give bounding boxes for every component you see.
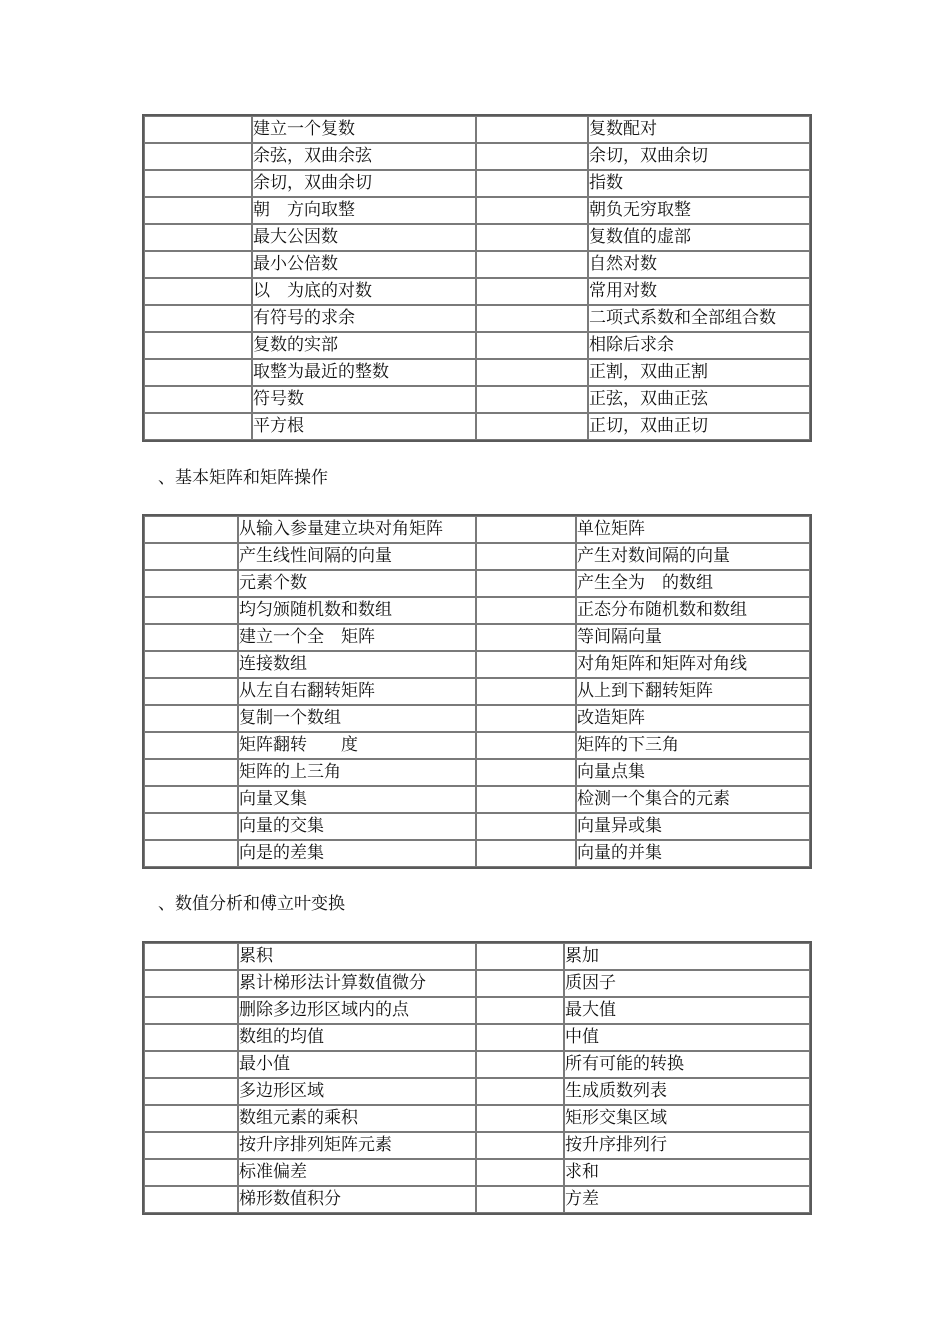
- description-cell: 等间隔向量: [576, 624, 810, 651]
- function-name-cell: [144, 359, 252, 386]
- function-name-cell: [476, 386, 588, 413]
- function-name-cell: [476, 997, 564, 1024]
- function-name-cell: [476, 516, 576, 543]
- description-cell: 自然对数: [588, 251, 810, 278]
- table-row: [144, 705, 810, 732]
- description-cell: 指数: [588, 170, 810, 197]
- description-cell: 向量点集: [576, 759, 810, 786]
- description-cell: 有符号的求余: [252, 305, 476, 332]
- description-cell: 向量的交集: [238, 813, 476, 840]
- table-row: [144, 943, 810, 970]
- section-heading-matrix: 、基本矩阵和矩阵操作: [158, 468, 328, 488]
- description-cell: 改造矩阵: [576, 705, 810, 732]
- description-cell: 单位矩阵: [576, 516, 810, 543]
- description-cell: 数组元素的乘积: [238, 1105, 476, 1132]
- table-row: [144, 678, 810, 705]
- description-cell: 向量叉集: [238, 786, 476, 813]
- function-name-cell: [476, 143, 588, 170]
- description-cell: 产生全为 的数组: [576, 570, 810, 597]
- table-row: [144, 1186, 810, 1213]
- table-row: [144, 813, 810, 840]
- function-name-cell: [144, 1132, 238, 1159]
- description-cell: 累积: [238, 943, 476, 970]
- description-cell: 从上到下翻转矩阵: [576, 678, 810, 705]
- description-cell: 产生线性间隔的向量: [238, 543, 476, 570]
- table-row: [144, 332, 810, 359]
- function-name-cell: [476, 278, 588, 305]
- function-name-cell: [144, 1078, 238, 1105]
- function-name-cell: [476, 1051, 564, 1078]
- function-name-cell: [476, 1132, 564, 1159]
- description-cell: 矩阵翻转 度: [238, 732, 476, 759]
- function-name-cell: [144, 543, 238, 570]
- description-cell: 复数值的虚部: [588, 224, 810, 251]
- function-name-cell: [144, 705, 238, 732]
- description-cell: 方差: [564, 1186, 810, 1213]
- function-name-cell: [476, 1186, 564, 1213]
- function-name-cell: [476, 543, 576, 570]
- function-name-cell: [144, 116, 252, 143]
- description-cell: 质因子: [564, 970, 810, 997]
- description-cell: 余弦，双曲余弦: [252, 143, 476, 170]
- description-cell: 标准偏差: [238, 1159, 476, 1186]
- description-cell: 向是的差集: [238, 840, 476, 867]
- description-cell: 余切，双曲余切: [252, 170, 476, 197]
- table-row: [144, 278, 810, 305]
- function-name-cell: [144, 251, 252, 278]
- function-name-cell: [476, 624, 576, 651]
- description-cell: 复制一个数组: [238, 705, 476, 732]
- description-cell: 向量的并集: [576, 840, 810, 867]
- function-name-cell: [144, 516, 238, 543]
- description-cell: 累加: [564, 943, 810, 970]
- description-cell: 符号数: [252, 386, 476, 413]
- description-cell: 从输入参量建立块对角矩阵: [238, 516, 476, 543]
- description-cell: 检测一个集合的元素: [576, 786, 810, 813]
- table-row: [144, 597, 810, 624]
- description-cell: 平方根: [252, 413, 476, 440]
- description-cell: 多边形区域: [238, 1078, 476, 1105]
- function-table-3: [142, 941, 812, 1215]
- description-cell: 删除多边形区域内的点: [238, 997, 476, 1024]
- function-name-cell: [476, 705, 576, 732]
- description-cell: 余切，双曲余切: [588, 143, 810, 170]
- function-name-cell: [144, 651, 238, 678]
- function-name-cell: [144, 813, 238, 840]
- table-row: [144, 1078, 810, 1105]
- function-name-cell: [476, 678, 576, 705]
- description-cell: 矩形交集区域: [564, 1105, 810, 1132]
- function-name-cell: [476, 1105, 564, 1132]
- function-name-cell: [144, 332, 252, 359]
- function-name-cell: [476, 197, 588, 224]
- table-row: [144, 651, 810, 678]
- table-row: [144, 997, 810, 1024]
- function-name-cell: [144, 143, 252, 170]
- function-name-cell: [144, 1105, 238, 1132]
- description-cell: 常用对数: [588, 278, 810, 305]
- function-name-cell: [144, 970, 238, 997]
- description-cell: 对角矩阵和矩阵对角线: [576, 651, 810, 678]
- description-cell: 元素个数: [238, 570, 476, 597]
- function-name-cell: [144, 170, 252, 197]
- table-row: [144, 570, 810, 597]
- description-cell: 梯形数值积分: [238, 1186, 476, 1213]
- function-name-cell: [144, 597, 238, 624]
- function-name-cell: [144, 570, 238, 597]
- description-cell: 求和: [564, 1159, 810, 1186]
- function-name-cell: [476, 570, 576, 597]
- table-row: [144, 1051, 810, 1078]
- table-row: [144, 305, 810, 332]
- description-cell: 以 为底的对数: [252, 278, 476, 305]
- function-name-cell: [476, 970, 564, 997]
- table-row: [144, 1024, 810, 1051]
- description-cell: 正切，双曲正切: [588, 413, 810, 440]
- table-row: [144, 116, 810, 143]
- function-name-cell: [476, 332, 588, 359]
- description-cell: 二项式系数和全部组合数: [588, 305, 810, 332]
- description-cell: 最小公倍数: [252, 251, 476, 278]
- function-name-cell: [144, 413, 252, 440]
- function-name-cell: [476, 1078, 564, 1105]
- description-cell: 矩阵的上三角: [238, 759, 476, 786]
- function-name-cell: [476, 651, 576, 678]
- function-table-1: [142, 114, 812, 442]
- table-row: [144, 1159, 810, 1186]
- function-name-cell: [476, 1024, 564, 1051]
- description-cell: 正割，双曲正割: [588, 359, 810, 386]
- description-cell: 最小值: [238, 1051, 476, 1078]
- function-name-cell: [144, 997, 238, 1024]
- table-row: [144, 1105, 810, 1132]
- description-cell: 向量异或集: [576, 813, 810, 840]
- function-name-cell: [476, 759, 576, 786]
- table-row: [144, 143, 810, 170]
- description-cell: 正弦，双曲正弦: [588, 386, 810, 413]
- description-cell: 矩阵的下三角: [576, 732, 810, 759]
- function-name-cell: [144, 624, 238, 651]
- table-row: [144, 970, 810, 997]
- description-cell: 建立一个复数: [252, 116, 476, 143]
- description-cell: 建立一个全 矩阵: [238, 624, 476, 651]
- table-row: [144, 170, 810, 197]
- description-cell: 产生对数间隔的向量: [576, 543, 810, 570]
- description-cell: 从左自右翻转矩阵: [238, 678, 476, 705]
- function-name-cell: [476, 1159, 564, 1186]
- description-cell: 最大值: [564, 997, 810, 1024]
- function-name-cell: [476, 305, 588, 332]
- table-row: [144, 759, 810, 786]
- description-cell: 朝负无穷取整: [588, 197, 810, 224]
- table-row: [144, 413, 810, 440]
- function-name-cell: [476, 597, 576, 624]
- description-cell: 连接数组: [238, 651, 476, 678]
- function-name-cell: [144, 305, 252, 332]
- table-row: [144, 840, 810, 867]
- function-name-cell: [476, 224, 588, 251]
- function-name-cell: [144, 759, 238, 786]
- description-cell: 按升序排列矩阵元素: [238, 1132, 476, 1159]
- function-name-cell: [476, 786, 576, 813]
- function-name-cell: [144, 732, 238, 759]
- function-name-cell: [144, 278, 252, 305]
- function-name-cell: [144, 1186, 238, 1213]
- function-name-cell: [144, 1024, 238, 1051]
- function-name-cell: [144, 786, 238, 813]
- function-name-cell: [144, 386, 252, 413]
- function-table-2: [142, 514, 812, 869]
- description-cell: 复数配对: [588, 116, 810, 143]
- table-row: [144, 543, 810, 570]
- table-row: [144, 516, 810, 543]
- description-cell: 中值: [564, 1024, 810, 1051]
- table-row: [144, 386, 810, 413]
- function-name-cell: [476, 732, 576, 759]
- function-name-cell: [144, 224, 252, 251]
- function-name-cell: [144, 1159, 238, 1186]
- function-name-cell: [476, 170, 588, 197]
- description-cell: 所有可能的转换: [564, 1051, 810, 1078]
- function-name-cell: [144, 840, 238, 867]
- table-row: [144, 359, 810, 386]
- table-row: [144, 224, 810, 251]
- function-name-cell: [476, 359, 588, 386]
- description-cell: 数组的均值: [238, 1024, 476, 1051]
- table-row: [144, 786, 810, 813]
- description-cell: 复数的实部: [252, 332, 476, 359]
- description-cell: 朝 方向取整: [252, 197, 476, 224]
- description-cell: 均匀颁随机数和数组: [238, 597, 476, 624]
- function-name-cell: [476, 943, 564, 970]
- table-row: [144, 1132, 810, 1159]
- table-row: [144, 251, 810, 278]
- function-name-cell: [476, 251, 588, 278]
- section-heading-numeric: 、数值分析和傅立叶变换: [158, 894, 345, 914]
- function-name-cell: [144, 678, 238, 705]
- description-cell: 按升序排列行: [564, 1132, 810, 1159]
- function-name-cell: [476, 413, 588, 440]
- description-cell: 生成质数列表: [564, 1078, 810, 1105]
- description-cell: 相除后求余: [588, 332, 810, 359]
- description-cell: 正态分布随机数和数组: [576, 597, 810, 624]
- function-name-cell: [476, 813, 576, 840]
- description-cell: 最大公因数: [252, 224, 476, 251]
- description-cell: 取整为最近的整数: [252, 359, 476, 386]
- function-name-cell: [144, 943, 238, 970]
- table-row: [144, 732, 810, 759]
- description-cell: 累计梯形法计算数值微分: [238, 970, 476, 997]
- table-row: [144, 197, 810, 224]
- function-name-cell: [476, 840, 576, 867]
- function-name-cell: [144, 1051, 238, 1078]
- function-name-cell: [476, 116, 588, 143]
- function-name-cell: [144, 197, 252, 224]
- table-row: [144, 624, 810, 651]
